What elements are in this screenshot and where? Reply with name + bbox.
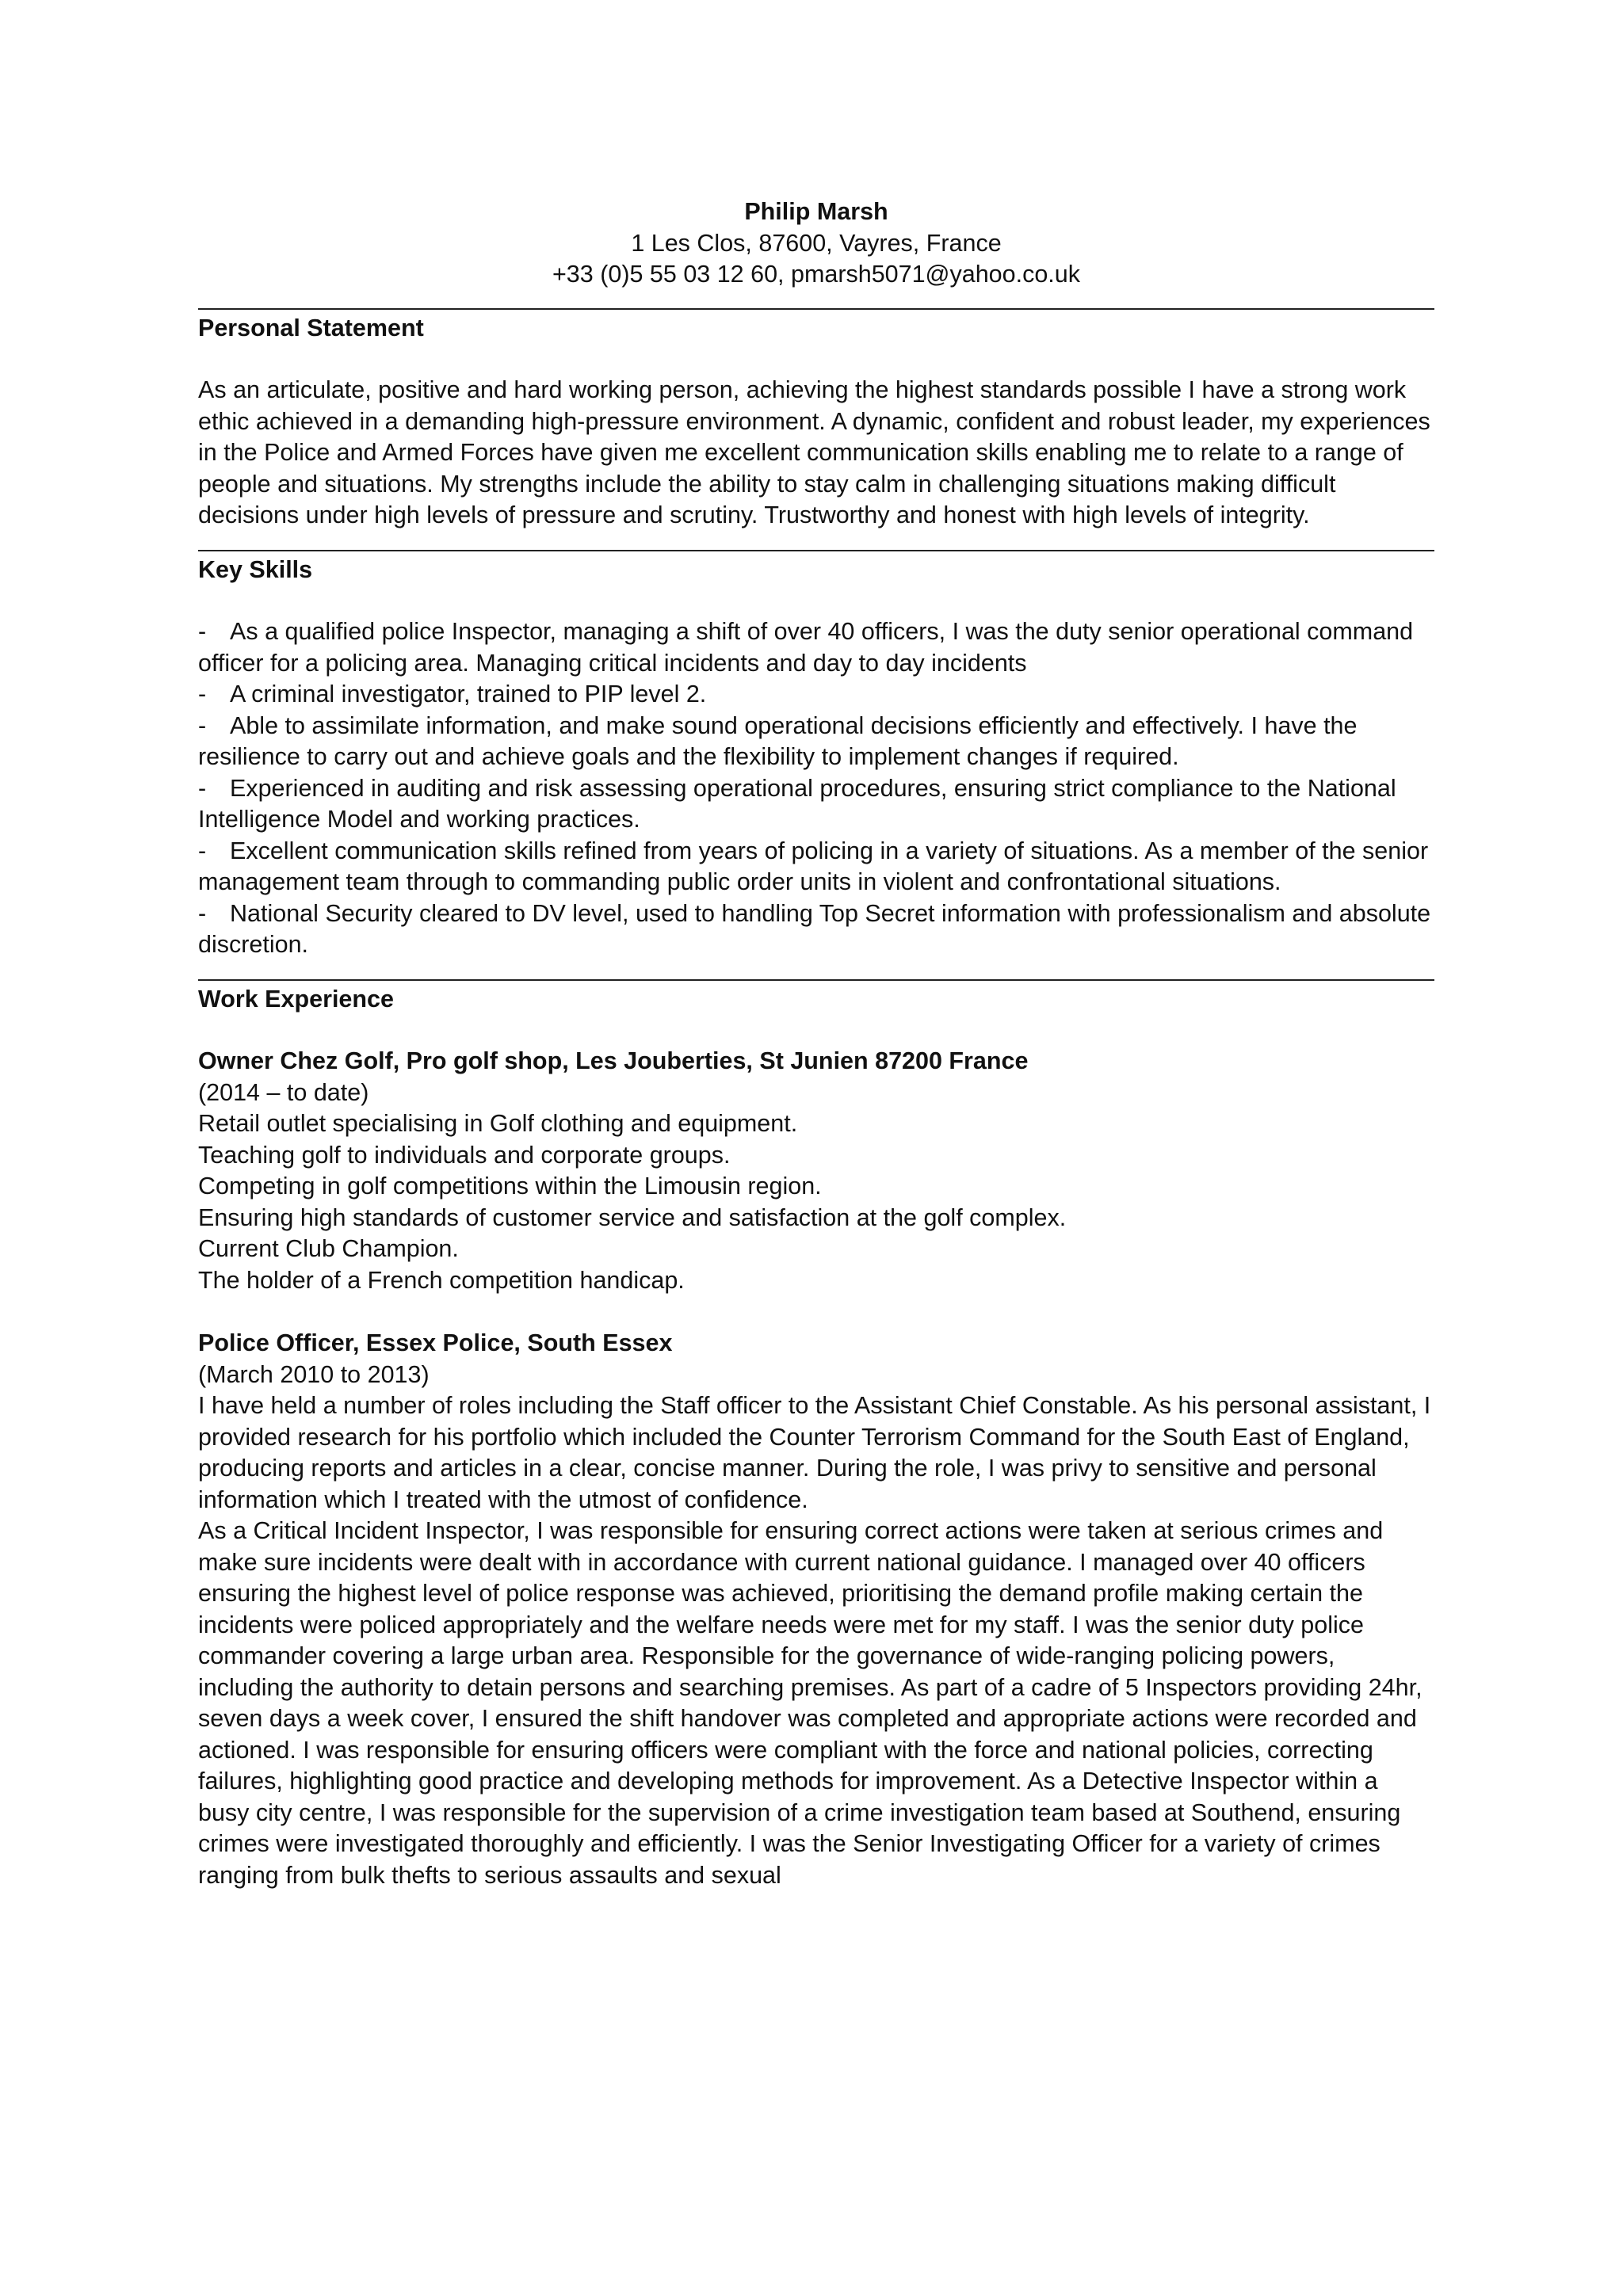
job-line: Competing in golf competitions within the Limousin region. — [198, 1173, 822, 1199]
candidate-name: Philip Marsh — [744, 198, 888, 225]
job-paragraph: I have held a number of roles including the Staff officer to the Assistant Chief Constable. As his personal assistant, I provided research for his portfolio which included the Counter Terrorism Command for the South East of England, producing reports and articles in a clear, concise manner. During the role, I was privy to sensitive and personal information which I treated with the utmost of confidence. — [198, 1392, 1431, 1513]
job-dates: (2014 – to date) — [198, 1078, 369, 1106]
section-title-personal-statement: Personal Statement — [198, 314, 424, 341]
job-paragraph: As a Critical Incident Inspector, I was responsible for ensuring correct actions were taken at serious crimes and make sure incidents were dealt with in accordance with current national guidance. I managed over 40 officers ensuring the highest level of police response was achieved, prioritising the demand profile making certain the incidents were policed appropriately and the welfare needs were met for my staff. I was the senior duty police commander covering a large urban area. Responsible for the governance of wide-ranging policing powers, including the authority to detain persons and searching premises. As part of a cadre of 5 Inspectors providing 24hr, seven days a week cover, I ensured the shift handover was completed and appropriate actions were recorded and actioned. I was responsible for ensuring officers were compliant with the force and national policies, correcting failures, highlighting good practice and developing methods for improvement. As a Detective Inspector within a busy city centre, I was responsible for the supervision of a crime investigation team based at Southend, ensuring crimes were investigated thoroughly and efficiently. I was the Senior Investigating Officer for a variety of crimes ranging from bulk thefts to serious assaults and sexual — [198, 1517, 1423, 1889]
job-title: Owner Chez Golf, Pro golf shop, Les Jouberties, St Junien 87200 France — [198, 1047, 1029, 1074]
candidate-address: 1 Les Clos, 87600, Vayres, France — [631, 229, 1002, 257]
key-skill-item: - As a qualified police Inspector, managing a shift of over 40 officers, I was the duty senior operational command officer for a policing area. Managing critical incidents and day to day incidents — [198, 618, 1414, 677]
job-title: Police Officer, Essex Police, South Essex — [198, 1329, 673, 1356]
candidate-contact: +33 (0)5 55 03 12 60, pmarsh5071@yahoo.co.uk — [552, 261, 1080, 288]
key-skill-item: - Able to assimilate information, and make sound operational decisions efficiently and effectively. I have the resilience to carry out and achieve goals and the flexibility to implement changes if required. — [198, 711, 1358, 770]
key-skill-item: - Excellent communication skills refined from years of policing in a variety of situations. As a member of the senior management team through to commanding public order units in violent and confrontational situations. — [198, 837, 1429, 895]
job-line: The holder of a French competition handicap. — [198, 1266, 685, 1294]
job-line: Current Club Champion. — [198, 1235, 459, 1262]
job-line: Ensuring high standards of customer service and satisfaction at the golf complex. — [198, 1203, 1067, 1231]
key-skill-item: - National Security cleared to DV level, used to handling Top Secret information with professionalism and absolute discretion. — [198, 899, 1431, 958]
key-skill-item: - Experienced in auditing and risk assessing operational procedures, ensuring strict compliance to the National Intelligence Model and working practices. — [198, 774, 1396, 833]
job-line: Teaching golf to individuals and corporate groups. — [198, 1141, 731, 1169]
job-dates: (March 2010 to 2013) — [198, 1360, 430, 1388]
key-skills-list — [198, 616, 1434, 961]
job-entry — [198, 1046, 1434, 1296]
personal-statement-text: As an articulate, positive and hard working person, achieving the highest standards possible I have a strong work ethic achieved in a demanding high-pressure environment. A dynamic, confident and robust leader, my experiences in the Police and Armed Forces have given me excellent communication skills enabling me to relate to a range of people and situations. My strengths include the ability to stay calm in challenging situations making difficult decisions under high levels of pressure and scrutiny. Trustworthy and honest with high levels of integrity. — [198, 376, 1430, 528]
section-title-work-experience: Work Experience — [198, 985, 394, 1013]
section-title-key-skills: Key Skills — [198, 555, 313, 583]
cv-page — [198, 196, 1434, 1891]
job-line: Retail outlet specialising in Golf clothing and equipment. — [198, 1110, 798, 1137]
key-skill-item: - A criminal investigator, trained to PIP level 2. — [198, 681, 707, 707]
job-entry — [198, 1328, 1434, 1891]
cv-header — [198, 196, 1434, 291]
